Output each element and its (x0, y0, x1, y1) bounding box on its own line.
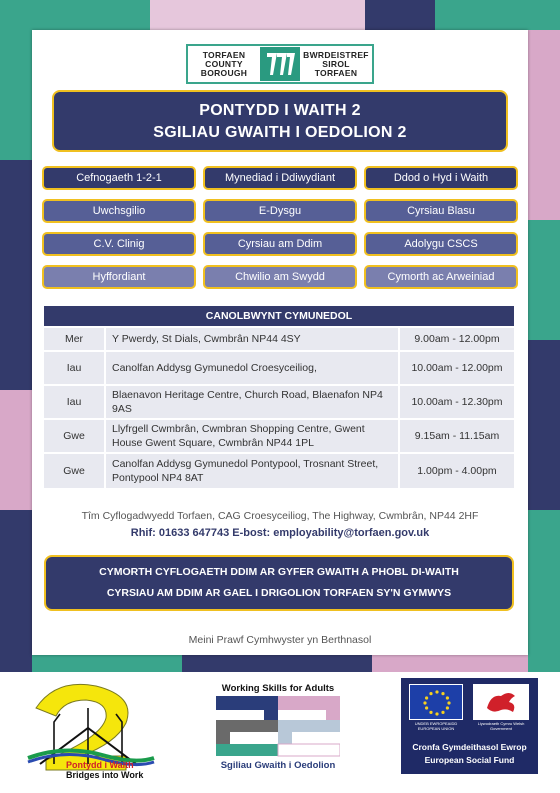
row-place: Y Pwerdy, St Dials, Cwmbrân NP44 4SY (106, 328, 400, 350)
title-line-1: PONTYDD I WAITH 2 (199, 102, 361, 119)
schedule-table (44, 306, 514, 488)
service-training: Hyffordiant (42, 265, 196, 289)
welsh-government-text: Llywodraeth Cymru Welsh Government (477, 721, 525, 731)
working-skills-2-icon (216, 696, 340, 758)
row-time: 1.00pm - 4.00pm (417, 465, 497, 477)
contact-details: Rhif: 01633 647743 E-bost: employability@torfaen.gov.uk (130, 527, 430, 539)
service-support-guidance: Cymorth ac Arweiniad (364, 265, 518, 289)
eu-flag-icon (409, 684, 463, 720)
eligibility-note: Meini Prawf Cymhwyster yn Berthnasol (188, 634, 372, 646)
row-day: Iau (44, 352, 106, 384)
row-place: Canolfan Addysg Gymunedol Pontypool, Trosnant Street, Pontypool NP4 8AT (106, 454, 400, 488)
service-support-121: Cefnogaeth 1-2-1 (42, 166, 196, 190)
logo-text-english: TORFAEN COUNTY BOROUGH (200, 49, 248, 78)
row-place: Canolfan Addysg Gymunedol Croesyceiliog, (106, 352, 400, 384)
table-row (44, 326, 514, 350)
esf-welsh: Cronfa Gymdeithasol Ewrop (412, 742, 527, 752)
row-time: 10.00am - 12.00pm (411, 362, 503, 374)
working-skills-title: Working Skills for Adults (221, 683, 335, 694)
title-banner (52, 90, 508, 152)
row-day: Gwe (44, 420, 106, 452)
row-place: Llyfrgell Cwmbrân, Cwmbran Shopping Centre, Gwent House Gwent Square, Cwmbrân NP44 1PL (106, 420, 400, 452)
service-cv-clinic: C.V. Clinig (42, 232, 196, 256)
row-time: 9.15am - 11.15am (414, 430, 500, 442)
row-day: Gwe (44, 454, 106, 488)
support-banner (44, 555, 514, 611)
service-e-learning: E-Dysgu (203, 199, 357, 223)
esf-english: European Social Fund (424, 755, 515, 765)
eu-funding-logo (401, 678, 538, 774)
support-line-1: CYMORTH CYFLOGAETH DDIM AR GYFER GWAITH A PHOBL DI-WAITH (99, 566, 459, 578)
torfaen-mark-icon (260, 47, 300, 81)
row-place: Blaenavon Heritage Centre, Church Road, Blaenafon NP4 9AS (106, 386, 400, 418)
service-find-work: Ddod o Hyd i Waith (364, 166, 518, 190)
logo-text-welsh: BWRDEISTREF SIROL TORFAEN (303, 49, 369, 78)
row-time: 9.00am - 12.00pm (414, 333, 500, 345)
team-address: Tîm Cyflogadwyedd Torfaen, CAG Croesyceiliog, The Highway, Cwmbrân, NP44 2HF (81, 510, 479, 522)
row-time: 10.00am - 12.30pm (411, 396, 503, 408)
welsh-dragon-icon (473, 684, 529, 720)
working-skills-logo (216, 696, 340, 758)
row-day: Iau (44, 386, 106, 418)
service-job-search: Chwilio am Swydd (203, 265, 357, 289)
row-day: Mer (44, 328, 106, 350)
title-line-2: SGILIAU GWAITH I OEDOLION 2 (153, 124, 407, 141)
table-row (44, 452, 514, 488)
working-skills-subtitle: Sgiliau Gwaith i Oedolion (220, 760, 336, 771)
support-line-2: CYRSIAU AM DDIM AR GAEL I DRIGOLION TORFAEN SY'N GYMWYS (106, 587, 452, 599)
service-cscs-revision: Adolygu CSCS (364, 232, 518, 256)
eu-union-text: UNDEB EWROPEAIDD EUROPEAN UNION (414, 721, 458, 731)
service-taster-courses: Cyrsiau Blasu (364, 199, 518, 223)
torfaen-logo (186, 44, 374, 84)
table-row (44, 384, 514, 418)
bridges-logo-text: Pontydd i Waith Bridges into Work (66, 760, 144, 780)
schedule-heading: CANOLBWYNT CYMUNEDOL (44, 306, 514, 326)
table-row (44, 350, 514, 384)
table-row (44, 418, 514, 452)
service-free-courses: Cyrsiau am Ddim (203, 232, 357, 256)
service-upskilling: Uwchsgilio (42, 199, 196, 223)
service-industry-access: Mynediad i Ddiwydiant (203, 166, 357, 190)
